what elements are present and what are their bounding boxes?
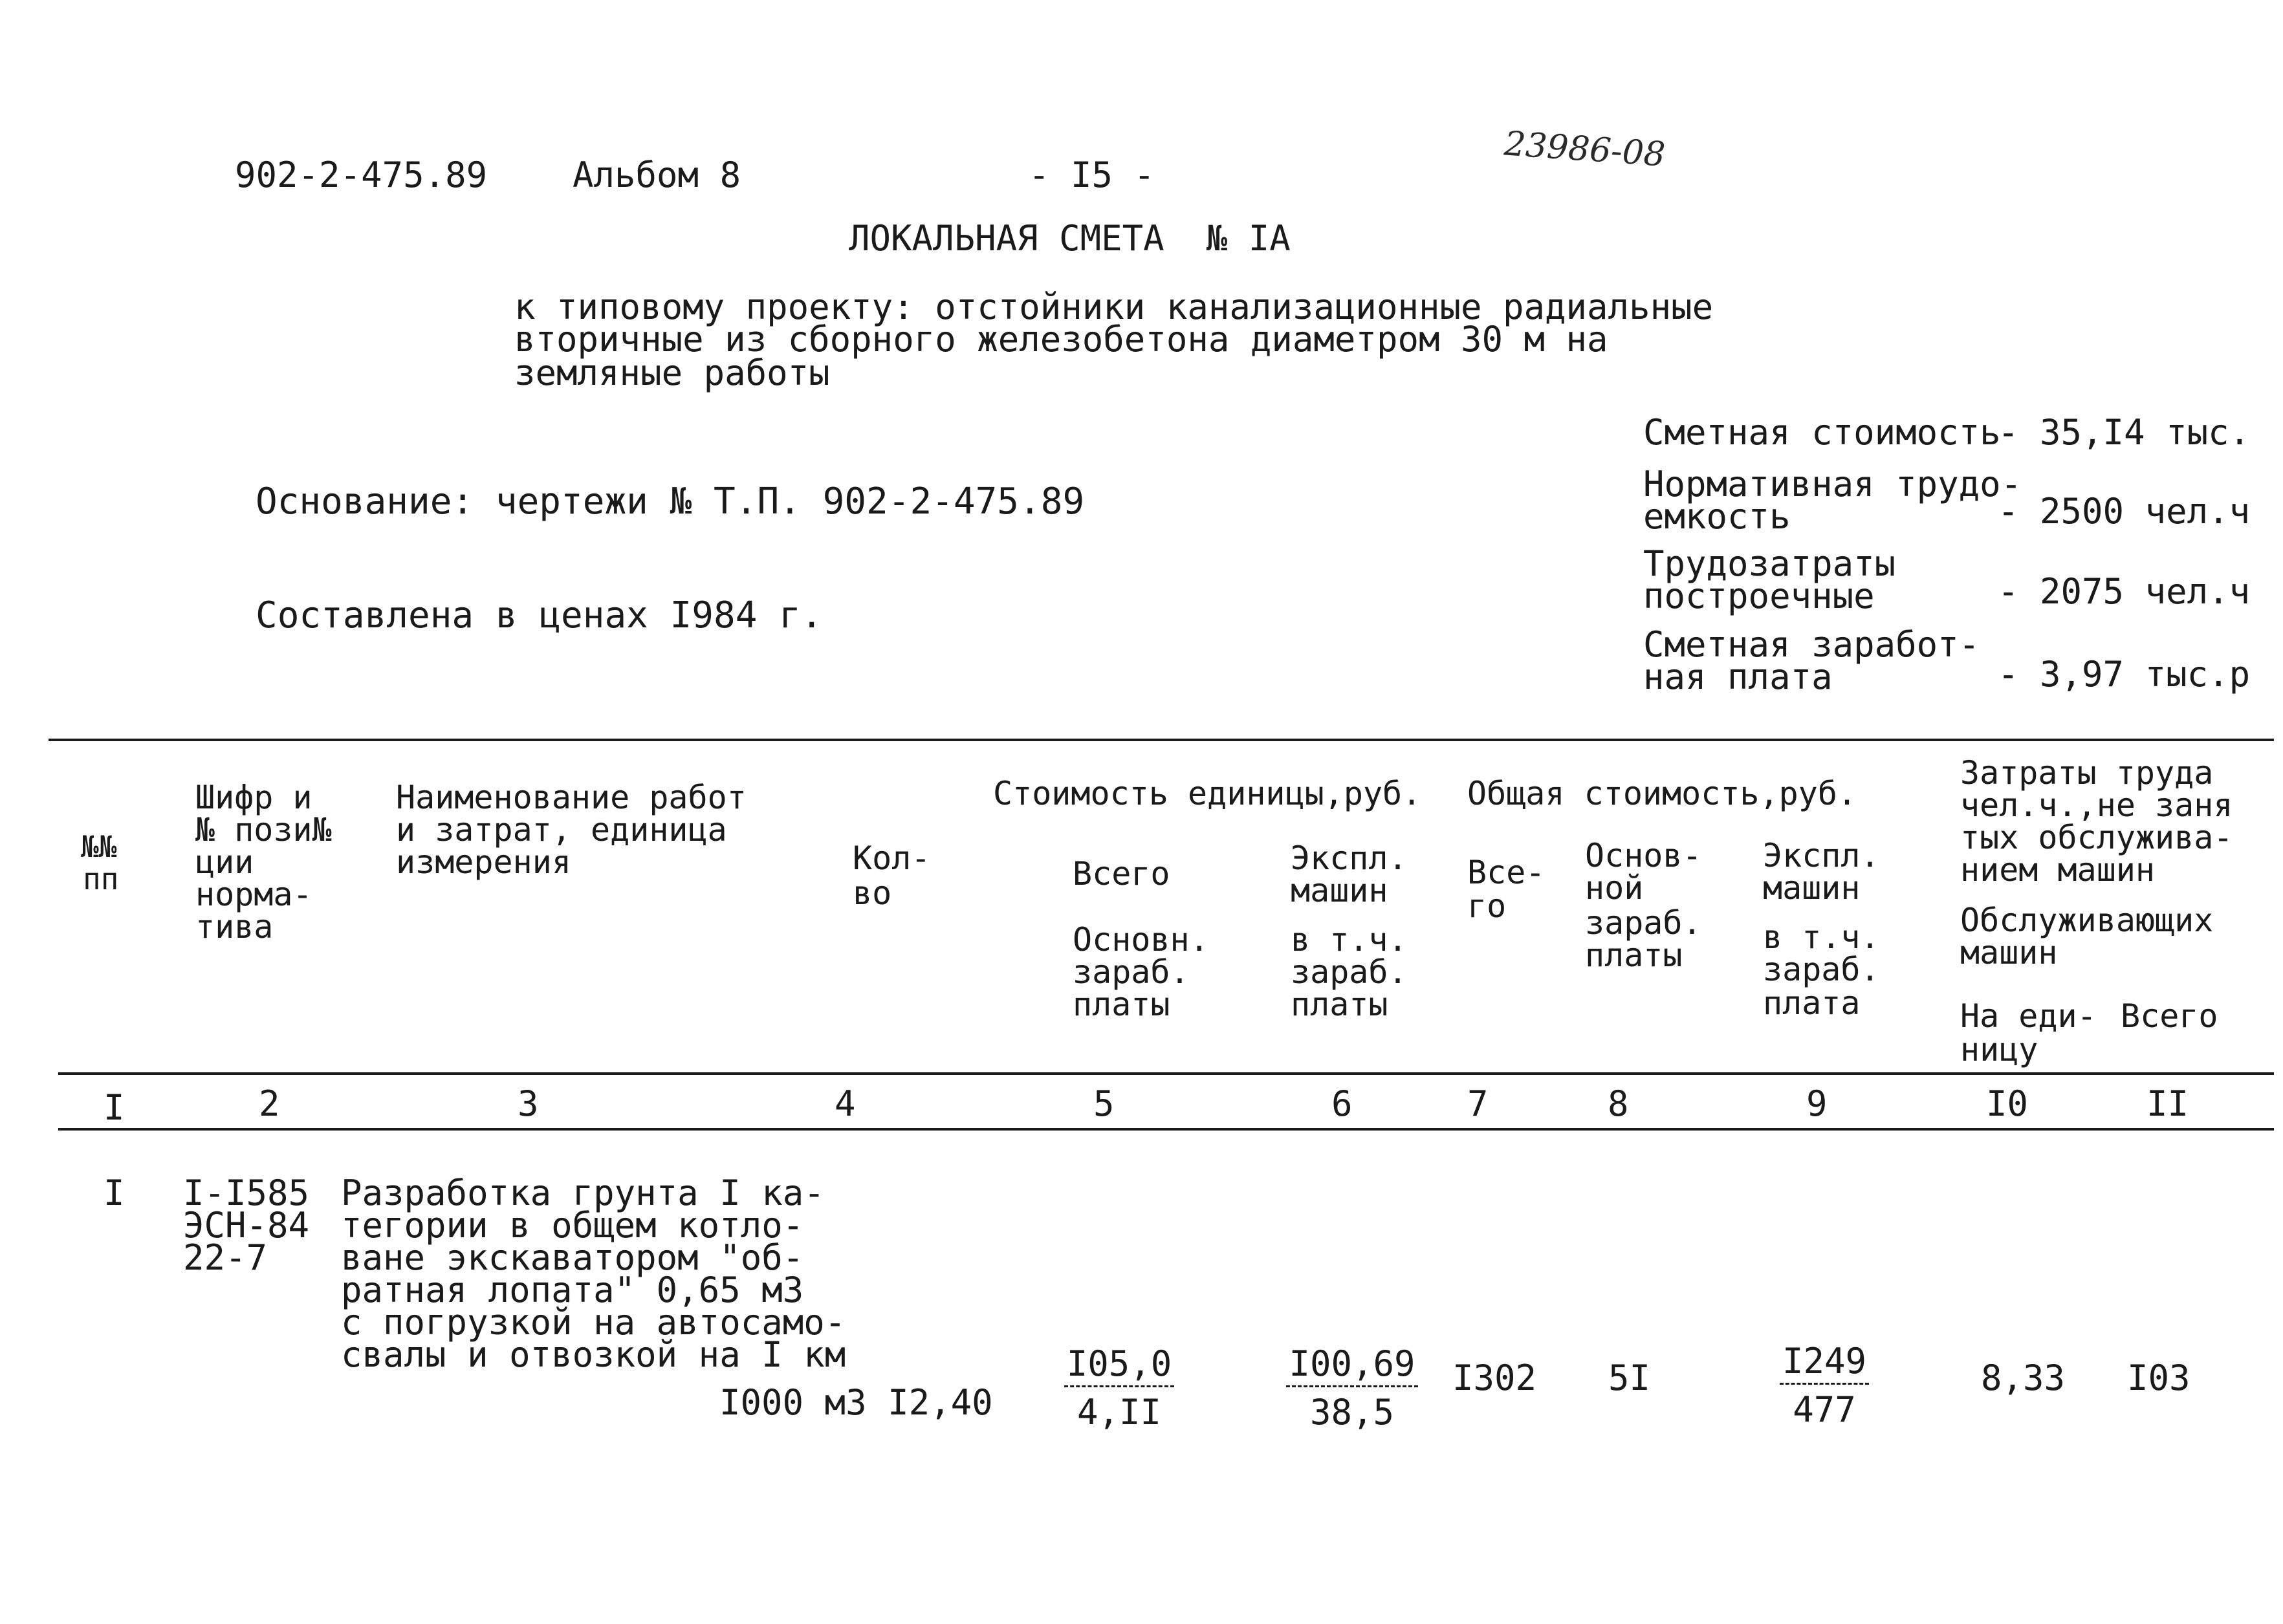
colnum-8: 8 — [1608, 1083, 1629, 1124]
col5-header-top: Всего — [1073, 855, 1170, 893]
summary-wage-value: - 3,97 тыс.р — [1998, 654, 2251, 695]
col2-header-5: тива — [195, 908, 274, 946]
col6-header-top-2: машин — [1291, 872, 1388, 909]
colnum-10: I0 — [1986, 1083, 2029, 1124]
summary-cost-label: Сметная стоимость — [1643, 412, 2001, 453]
page-number: - I5 - — [1029, 155, 1155, 195]
column-numbers-rule — [58, 1128, 2274, 1131]
doc-code: 902-2-475.89 — [235, 155, 488, 195]
summary-labor-value: - 2500 чел.ч — [1998, 491, 2251, 532]
col5-header-bottom-2: зараб. — [1073, 953, 1190, 991]
colnum-7: 7 — [1467, 1083, 1489, 1124]
colnum-11: II — [2146, 1083, 2189, 1124]
col2-header-4: норма- — [195, 876, 312, 913]
col1-header-1: №№ — [81, 829, 117, 864]
col6-header-bottom-1: в т.ч. — [1291, 921, 1408, 958]
summary-wage-label-2: ная плата — [1643, 656, 1833, 697]
col11-header: Всего — [2121, 997, 2218, 1035]
row-labor-per-unit: 8,33 — [1981, 1358, 2066, 1398]
row-unit-cost-fraction — [1061, 1343, 1177, 1433]
col9-header-top-1: Экспл. — [1763, 837, 1880, 874]
row-code-line-3: 22-7 — [183, 1237, 268, 1278]
labor-service-header-1: Обслуживающих — [1960, 902, 2214, 939]
row-name-line-3: ване экскаватором "об- — [341, 1237, 804, 1278]
subtitle-line-2: вторичные из сборного железобетона диаметром 30 м на — [514, 319, 1608, 360]
col9-header-bottom-2: зараб. — [1763, 951, 1880, 988]
col7-header-1: Все- — [1467, 854, 1546, 891]
row-name-line-2: тегории в общем котло- — [341, 1205, 804, 1246]
labor-service-header-2: машин — [1960, 934, 2058, 971]
col10-header-1: На еди- — [1960, 997, 2097, 1035]
basis-text: Основание: чертежи № Т.П. 902-2-475.89 — [256, 481, 1085, 523]
summary-cost-value: - 35,I4 тыс. — [1998, 412, 2251, 453]
unit-cost-group-header: Стоимость единицы,руб. — [993, 775, 1422, 812]
col4-header-1: Кол- — [853, 839, 931, 877]
col8-header-3: зараб. — [1585, 904, 1702, 942]
row-total: I302 — [1452, 1358, 1537, 1398]
col8-header-1: Основ- — [1585, 837, 1702, 874]
col9-header-top-2: машин — [1763, 869, 1861, 907]
col8-header-4: платы — [1585, 937, 1683, 974]
row-total-wage: 5I — [1608, 1358, 1651, 1398]
subtitle-line-1: к типовому проекту: отстойники канализационные радиальные — [514, 287, 1714, 327]
col2-header-2: № пози№ — [195, 811, 332, 849]
row-unit-quantity: I000 м3 I2,40 — [719, 1382, 993, 1423]
table-top-rule — [49, 739, 2274, 741]
colnum-2: 2 — [259, 1083, 280, 1124]
summary-wage-label-1: Сметная заработ- — [1643, 624, 1980, 665]
row-unit-machine: I00,69 — [1286, 1347, 1417, 1387]
colnum-4: 4 — [835, 1083, 856, 1124]
summary-site-label-1: Трудозатраты — [1643, 543, 1896, 584]
labor-group-header-2: чел.ч.,не заня — [1960, 786, 2233, 824]
row-unit-machine-wage: 38,5 — [1309, 1392, 1395, 1433]
labor-group-header-4: нием машин — [1960, 851, 2156, 889]
col1-header-2: пп — [83, 861, 119, 896]
col7-header-2: го — [1467, 887, 1507, 925]
row-name-line-4: ратная лопата" 0,65 м3 — [341, 1270, 804, 1310]
prices-text: Составлена в ценах I984 г. — [256, 594, 823, 636]
col6-header-bottom-3: платы — [1291, 986, 1388, 1023]
summary-labor-label-2: емкость — [1643, 496, 1791, 537]
col5-header-bottom-1: Основн. — [1073, 921, 1209, 958]
colnum-1: I — [104, 1087, 125, 1128]
col3-header-3: измерения — [396, 843, 571, 881]
summary-site-value: - 2075 чел.ч — [1998, 571, 2251, 612]
col10-header-2: ницу — [1960, 1031, 2038, 1068]
row-labor-total: I03 — [2127, 1358, 2190, 1398]
col2-header-3: ции — [195, 843, 254, 881]
col9-header-bottom-3: плата — [1763, 984, 1861, 1022]
col6-header-top-1: Экспл. — [1291, 839, 1408, 877]
colnum-6: 6 — [1331, 1083, 1353, 1124]
handwritten-number: 23986-08 — [1503, 124, 1666, 175]
row-code-line-2: ЭСН-84 — [183, 1205, 310, 1246]
row-code-line-1: I-I585 — [183, 1173, 310, 1213]
row-number: I — [104, 1173, 125, 1213]
row-name-line-1: Разработка грунта I ка- — [341, 1173, 825, 1213]
document-title: ЛОКАЛЬНАЯ СМЕТА № IА — [849, 218, 1291, 259]
col3-header-1: Наименование работ — [396, 779, 747, 816]
summary-labor-label-1: Нормативная трудо- — [1643, 464, 2022, 504]
subtitle-line-3: земляные работы — [514, 352, 830, 393]
album-label: Альбом 8 — [573, 155, 741, 195]
col6-header-bottom-2: зараб. — [1291, 953, 1408, 991]
row-name-line-5: с погрузкой на автосамо- — [341, 1302, 846, 1343]
col8-header-2: ной — [1585, 869, 1644, 907]
row-total-machine: I249 — [1780, 1344, 1869, 1385]
col5-header-bottom-3: платы — [1073, 986, 1170, 1023]
row-total-machine-fraction — [1773, 1341, 1876, 1430]
total-cost-group-header: Общая стоимость,руб. — [1467, 775, 1857, 812]
col3-header-2: и затрат, единица — [396, 811, 727, 849]
col4-header-2: во — [853, 874, 892, 912]
summary-site-label-2: построечные — [1643, 576, 1875, 616]
labor-group-header-3: тых обслужива- — [1960, 819, 2233, 856]
labor-group-header-1: Затраты труда — [1960, 754, 2214, 792]
col9-header-bottom-1: в т.ч. — [1763, 918, 1880, 956]
row-name-line-6: свалы и отвозкой на I км — [341, 1334, 846, 1375]
colnum-9: 9 — [1806, 1083, 1828, 1124]
row-unit-total: I05,0 — [1064, 1347, 1175, 1387]
row-unit-wage: 4,II — [1076, 1392, 1162, 1433]
header-bottom-rule — [58, 1072, 2274, 1075]
col2-header-1: Шифр и — [195, 779, 312, 816]
colnum-5: 5 — [1093, 1083, 1115, 1124]
row-total-machine-wage: 477 — [1793, 1389, 1856, 1430]
row-unit-machine-fraction — [1284, 1343, 1420, 1433]
colnum-3: 3 — [518, 1083, 539, 1124]
